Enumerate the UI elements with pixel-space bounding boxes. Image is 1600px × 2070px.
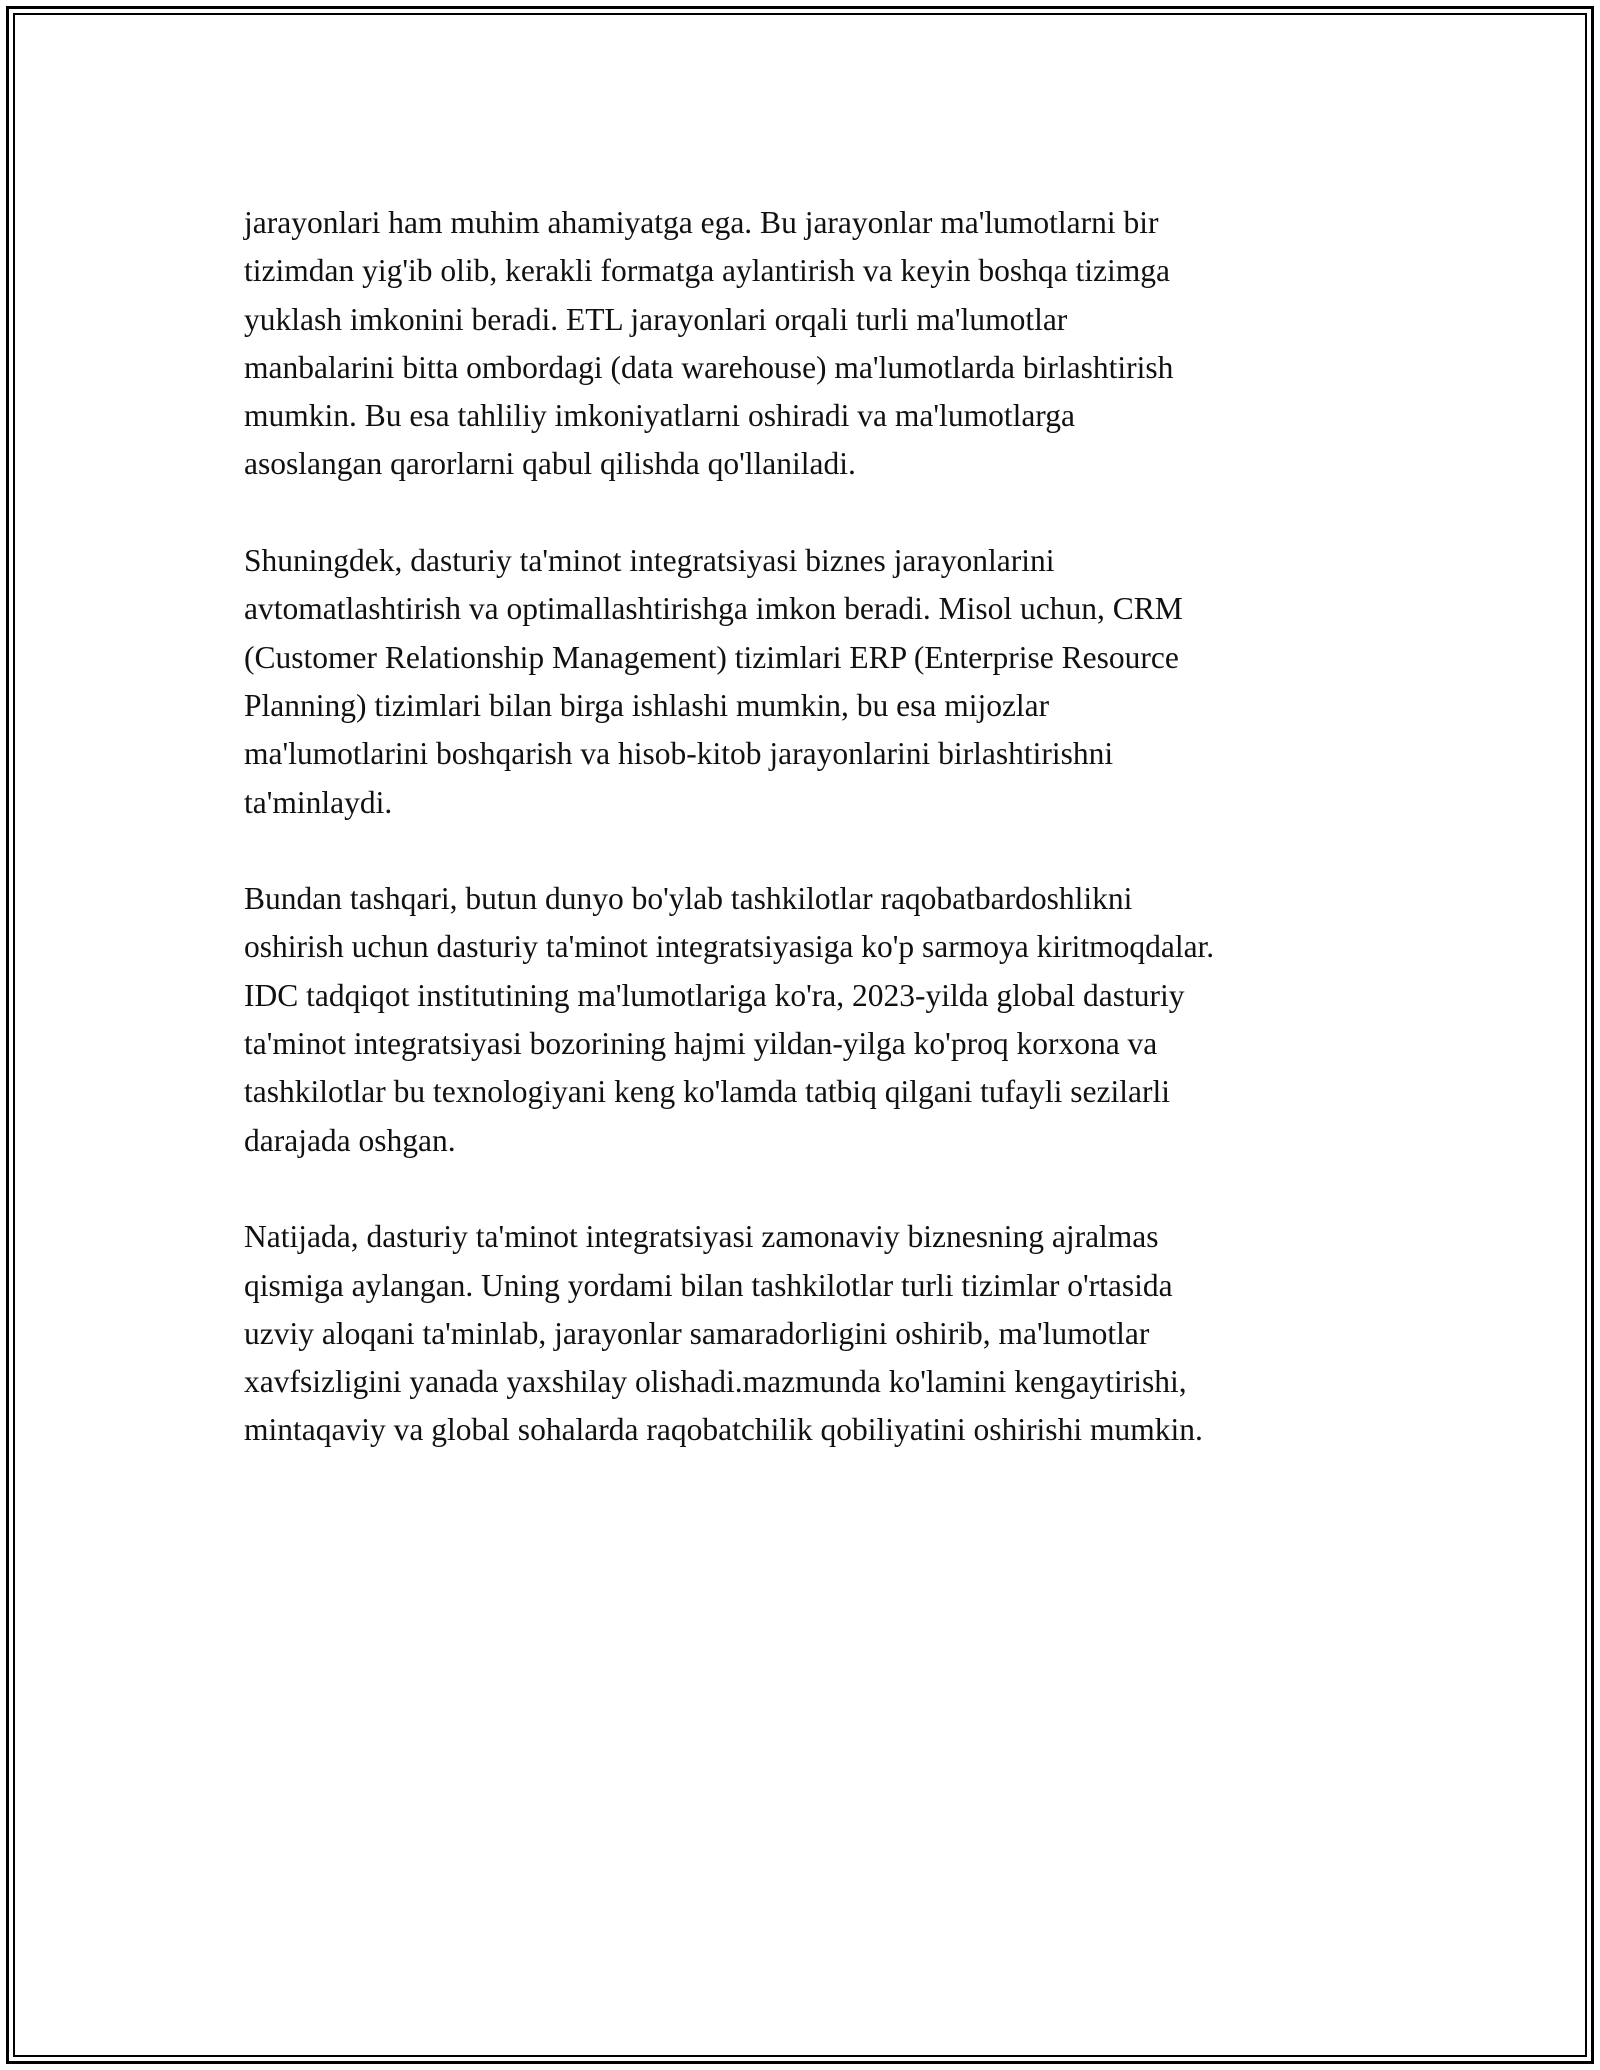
text-line: ta'minlaydi.	[244, 784, 393, 820]
paragraph-automation	[244, 537, 1394, 827]
text-line: tizimdan yig'ib olib, kerakli formatga aylantirish va keyin boshqa tizimga	[244, 253, 1170, 289]
text-line: (Customer Relationship Management) tizimlari ERP (Enterprise Resource	[244, 639, 1179, 675]
text-line: Planning) tizimlari bilan birga ishlashi mumkin, bu esa mijozlar	[244, 687, 1050, 723]
paragraph-investment	[244, 875, 1394, 1165]
text-line: oshirish uchun dasturiy ta'minot integratsiyasiga ko'p sarmoya kiritmoqdalar.	[244, 929, 1215, 965]
text-line: uzviy aloqani ta'minlab, jarayonlar samaradorligini oshirib, ma'lumotlar	[244, 1315, 1150, 1351]
text-line: Shuningdek, dasturiy ta'minot integratsiyasi biznes jarayonlarini	[244, 543, 1055, 579]
text-line: xavfsizligini yanada yaxshilay olishadi.mazmunda ko'lamini kengaytirishi,	[244, 1364, 1187, 1400]
text-line: avtomatlashtirish va optimallashtirishga imkon beradi. Misol uchun, CRM	[244, 591, 1183, 627]
text-line: mumkin. Bu esa tahliliy imkoniyatlarni oshiradi va ma'lumotlarga	[244, 398, 1075, 434]
text-line: qismiga aylangan. Uning yordami bilan tashkilotlar turli tizimlar o'rtasida	[244, 1267, 1173, 1303]
text-line: ma'lumotlarini boshqarish va hisob-kitob jarayonlarini birlashtirishni	[244, 736, 1114, 772]
paragraph-conclusion	[244, 1213, 1394, 1454]
text-line: IDC tadqiqot institutining ma'lumotlariga ko'ra, 2023-yilda global dasturiy	[244, 977, 1185, 1013]
paragraph-etl	[244, 199, 1394, 489]
text-line: mintaqaviy va global sohalarda raqobatchilik qobiliyatini oshirishi mumkin.	[244, 1412, 1203, 1448]
text-line: Bundan tashqari, butun dunyo bo'ylab tashkilotlar raqobatbardoshlikni	[244, 881, 1133, 917]
text-line: ta'minot integratsiyasi bozorining hajmi yildan-yilga ko'proq korxona va	[244, 1026, 1158, 1062]
text-line: manbalarini bitta ombordagi (data warehouse) ma'lumotlarda birlashtirish	[244, 349, 1174, 385]
page-frame	[6, 6, 1594, 2064]
text-line: Natijada, dasturiy ta'minot integratsiyasi zamonaviy biznesning ajralmas	[244, 1219, 1159, 1255]
document-body	[244, 199, 1394, 1503]
text-line: jarayonlari ham muhim ahamiyatga ega. Bu jarayonlar ma'lumotlarni bir	[244, 205, 1159, 240]
text-line: asoslangan qarorlarni qabul qilishda qo'llaniladi.	[244, 446, 856, 482]
text-line: tashkilotlar bu texnologiyani keng ko'lamda tatbiq qilgani tufayli sezilarli	[244, 1074, 1170, 1110]
text-line: yuklash imkonini beradi. ETL jarayonlari orqali turli ma'lumotlar	[244, 301, 1068, 337]
text-line: darajada oshgan.	[244, 1122, 456, 1158]
